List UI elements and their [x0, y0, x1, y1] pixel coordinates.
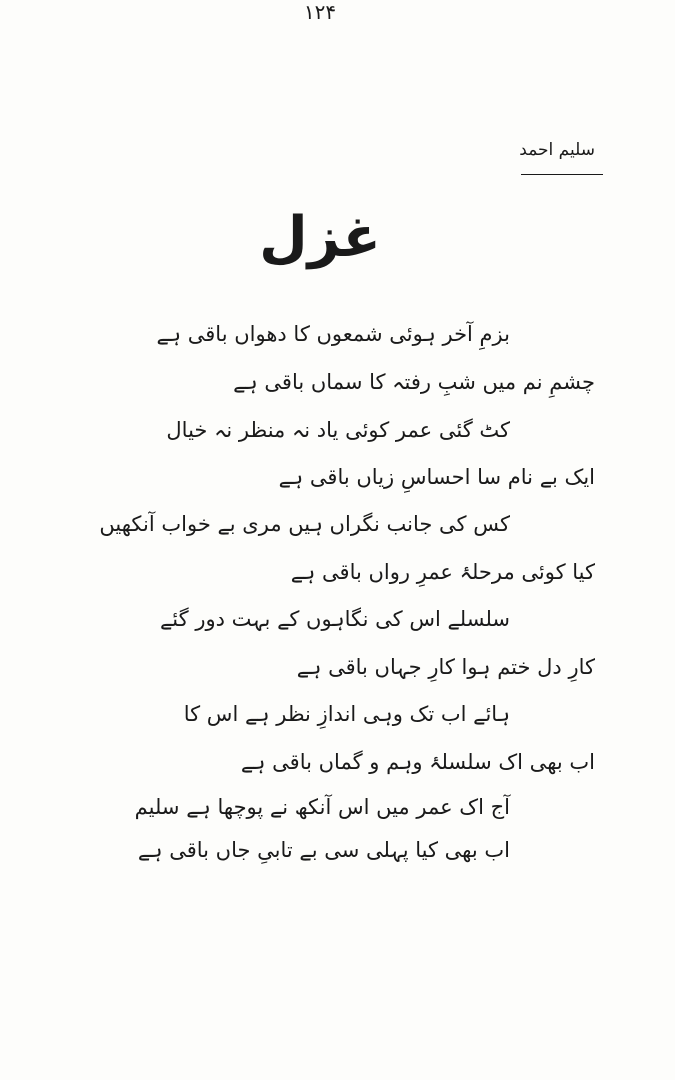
poem-line: بزمِ آخر ہوئی شمعوں کا دھواں باقی ہے — [156, 322, 510, 346]
poem-line: ہائے اب تک وہی اندازِ نظر ہے اس کا — [183, 702, 510, 726]
author-underline — [521, 174, 603, 175]
poem-line: کٹ گئی عمر کوئی یاد نہ منظر نہ خیال — [166, 418, 510, 442]
poem-line: اب بھی اک سلسلۂ وہم و گماں باقی ہے — [240, 750, 595, 774]
page-number: ۱۲۴ — [303, 0, 337, 24]
poem-title: غزل — [259, 205, 381, 270]
poem-line: آج اک عمر میں اس آنکھ نے پوچھا ہے سلیم — [134, 795, 510, 819]
poem-line: اب بھی کیا پہلی سی بے تابیِ جاں باقی ہے — [137, 838, 510, 862]
poem-line: ایک بے نام سا احساسِ زیاں باقی ہے — [278, 465, 595, 489]
poem-line: سلسلے اس کی نگاہوں کے بہت دور گئے — [160, 607, 510, 631]
poem-line: کیا کوئی مرحلۂ عمرِ رواں باقی ہے — [290, 560, 595, 584]
poem-line: کارِ دل ختم ہوا کارِ جہاں باقی ہے — [296, 655, 595, 679]
poem-line: چشمِ نم میں شبِ رفتہ کا سماں باقی ہے — [233, 370, 595, 394]
author-name: سلیم احمد — [519, 140, 595, 160]
poem-line: کس کی جانب نگراں ہیں مری بے خواب آنکھیں — [99, 512, 510, 536]
